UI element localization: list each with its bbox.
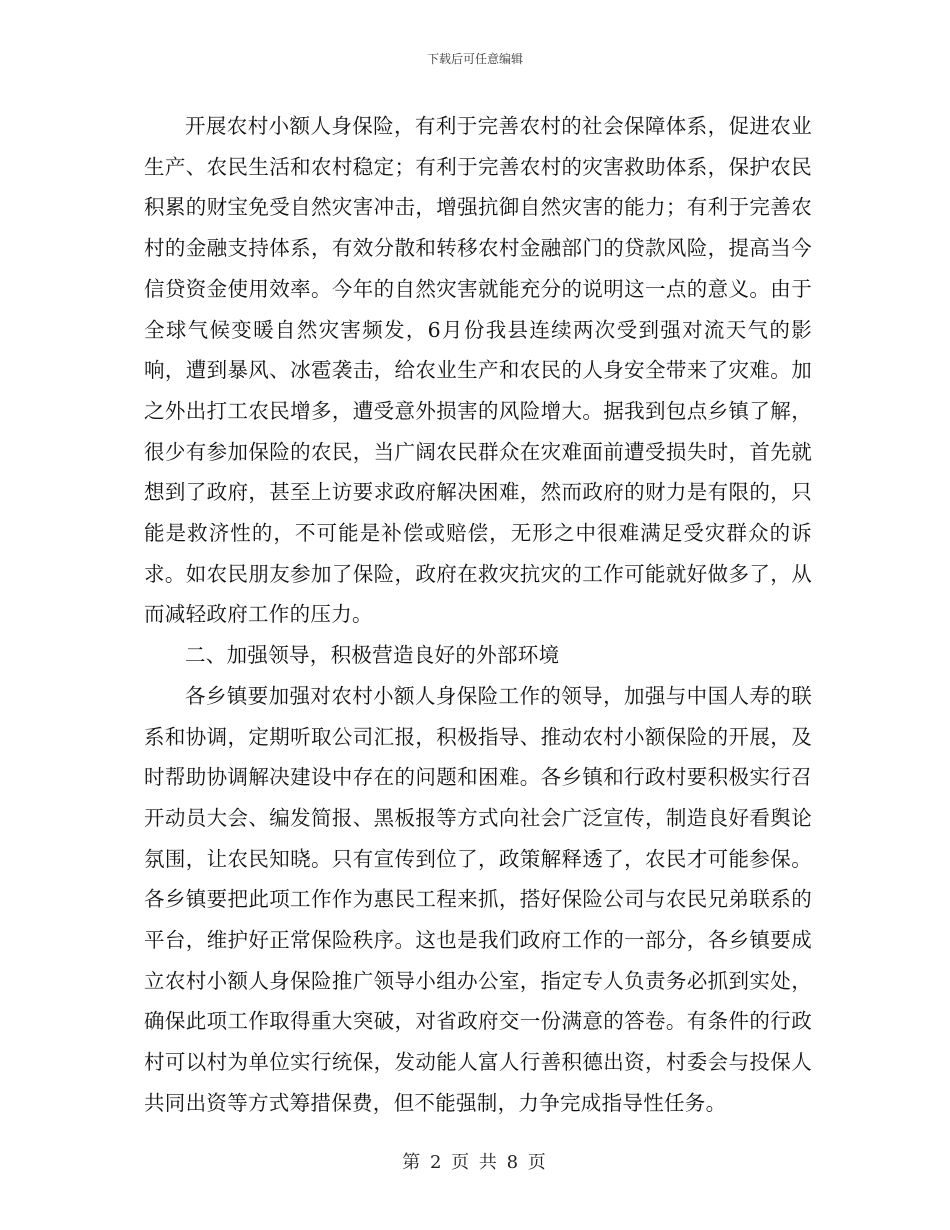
page-number-footer: 第 2 页 共 8 页 — [402, 1152, 548, 1173]
document-body — [144, 106, 812, 1124]
body-paragraph: 开展农村小额人身保险，有利于完善农村的社会保障体系，促进农业生产、农民生活和农村稳定；有利于完善农村的灾害救助体系，保护农民积累的财宝免受自然灾害冲击，增强抗御自然灾害的能力；有利于完善农村的金融支持体系，有效分散和转移农村金融部门的贷款风险，提高当今信贷资金使用效率。今年的自然灾害就能充分的说明这一点的意义。由于全球气候变暖自然灾害频发，6月份我县连续两次受到强对流天气的影响，遭到暴风、冰雹袭击，给农业生产和农民的人身安全带来了灾难。加之外出打工农民增多，遭受意外损害的风险增大。据我到包点乡镇了解，很少有参加保险的农民，当广阔农民群众在灾难面前遭受损失时，首先就想到了政府，甚至上访要求政府解决困难，然而政府的财力是有限的，只能是救济性的，不可能是补偿或赔偿，无形之中很难满足受灾群众的诉求。如农民朋友参加了保险，政府在救灾抗灾的工作可能就好做多了，从而减轻政府工作的压力。 — [144, 114, 812, 627]
body-paragraph: 各乡镇要加强对农村小额人身保险工作的领导，加强与中国人寿的联系和协调，定期听取公司汇报，积极指导、推动农村小额保险的开展，及时帮助协调解决建设中存在的问题和困难。各乡镇和行政村要积极实行召开动员大会、编发简报、黑板报等方式向社会广泛宣传，制造良好看舆论氛围，让农民知晓。只有宣传到位了，政策解释透了，农民才可能参保。各乡镇要把此项工作作为惠民工程来抓，搭好保险公司与农民兄弟联系的平台，维护好正常保险秩序。这也是我们政府工作的一部分，各乡镇要成立农村小额人身保险推广领导小组办公室，指定专人负责务必抓到实处，确保此项工作取得重大突破，对省政府交一份满意的答卷。有条件的行政村可以村为单位实行统保，发动能人富人行善积德出资，村委会与投保人共同出资等方式筹措保费，但不能强制，力争完成指导性任务。 — [144, 683, 812, 1115]
page-header-note: 下载后可任意编辑 — [426, 52, 523, 66]
section-heading: 二、加强领导，积极营造良好的外部环境 — [185, 643, 560, 668]
